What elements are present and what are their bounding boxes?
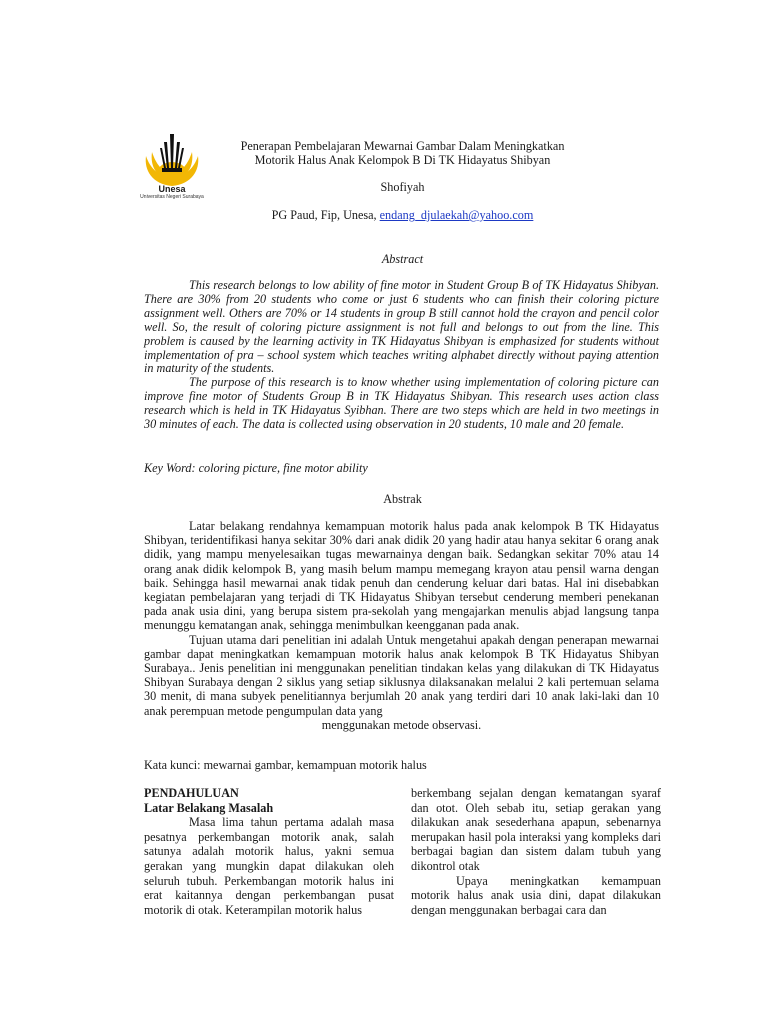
abstract-en-paragraph: This research belongs to low ability of fine motor in Student Group B of TK Hidayatus Shibyan. There are 30% from 20 students who come or just 6 students who can finish their coloring picture assignment well. Others are 70% or 14 students in group B still cannot hold the crayon and pencil color well. So, the result of coloring picture assignment is not full and belongs to out from the line. This problem is caused by the learning activity in TK Hidayatus Shibyan is emphasized for students without implementation of pra – school system which teaches writing alphabet directly without paying attention in maturity of the students. — [144, 278, 659, 376]
body-paragraph: berkembang sejalan dengan kematangan syaraf dan otot. Oleh sebab itu, setiap gerakan yang dilakukan anak sesederhana apapun, sebenarnya merupakan hasil pola interaksi yang kompleks dari berbagai bagian dan sistem dalam tubuh yang dikontrol otak — [411, 786, 661, 873]
abstract-en — [144, 279, 659, 432]
affiliation-text: PG Paud, Fip, Unesa, — [271, 208, 380, 222]
body-paragraph: Upaya meningkatkan kemampuan motorik halus anak usia dini, dapat dilakukan dengan menggunakan berbagai cara dan — [411, 873, 661, 917]
abstract-heading: Abstract — [381, 252, 424, 266]
abstract-id-paragraph: Latar belakang rendahnya kemampuan motorik halus pada anak kelompok B TK Hidayatus Shibyan, teridentifikasi hanya sekitar 30% dari anak didik 20 yang hadir atau hanya sekitar 6 orang anak didik, yang mampu menyelesaikan tugas mewarnainya dengan baik. Sedangkan sekitar 70% atau 14 orang anak didik kelompok B, yang masih belum mampu memegang krayon atau pensil warna dengan baik. Sehingga hasil mewarnai anak tidak penuh dan cenderung keluar dari batas. Hal ini disebabkan kegiatan pembelajaran yang terjadi di TK Hidayatus Shibyan tersebut cenderung memberi penekanan pada anak usia dini, yang berupa sistem pra-sekolah yang mengajarkan menulis abjad langsung tanpa menunggu kematangan anak, sehingga menimbulkan keengganan pada anak. — [144, 519, 659, 633]
abstract-en-paragraph: The purpose of this research is to know whether using implementation of coloring picture can improve fine motor of Students Group B in TK Hidayatus Shibyan. This research uses action class research which is held in TK Hidayatus Syibhan. There are two steps which are held in two meetings in 30 minutes of each. The data is collected using observation in 20 students, 10 male and 20 female. — [144, 375, 659, 432]
paper-title-line1: Penerapan Pembelajaran Mewarnai Gambar Dalam Meningkatkan — [240, 139, 565, 153]
abstrak-heading: Abstrak — [383, 492, 422, 506]
paper-title-line2: Motorik Halus Anak Kelompok B Di TK Hidayatus Shibyan — [254, 153, 551, 167]
abstract-id-last-line: menggunakan metode observasi. — [321, 717, 482, 732]
subsection-heading: Latar Belakang Masalah — [144, 800, 274, 815]
affiliation — [140, 208, 665, 223]
logo-caption: Universitas Negeri Surabaya — [140, 194, 204, 200]
abstract-id-paragraph: Tujuan utama dari penelitian ini adalah Untuk mengetahui apakah dengan penerapan mewarnai gambar dapat meningkatkan kemampuan motorik halus anak kelompok B TK Hidayatus Shibyan Surabaya.. Jenis penelitian ini menggunakan penelitian tindakan kelas yang dilakukan di TK Hidayatus Shibyan Surabaya dengan 2 siklus yang setiap siklusnya dilaksanakan melalui 2 kali pertemuan selama 30 menit, di mana subyek penelitiannya berjumlah 20 anak yang terdiri dari 10 anak laki-laki dan 10 anak perempuan metode pengumpulan data yang — [144, 632, 659, 718]
author-name: Shofiyah — [380, 180, 425, 194]
keywords-en: Key Word: coloring picture, fine motor ability — [144, 461, 368, 475]
keywords-id: Kata kunci: mewarnai gambar, kemampuan motorik halus — [144, 758, 427, 772]
section-heading: PENDAHULUAN — [144, 786, 239, 800]
email-link[interactable]: endang_djulaekah@yahoo.com — [379, 208, 534, 222]
body-column-left — [144, 786, 394, 917]
abstract-id — [144, 519, 659, 732]
logo-wordmark: Unesa — [158, 184, 186, 194]
body-paragraph: Masa lima tahun pertama adalah masa pesatnya perkembangan motorik anak, salah satunya adalah motorik halus, yakni semua gerakan yang mungkin dapat dilakukan oleh seluruh tubuh. Perkembangan motorik halus ini erat kaitannya dengan perkembangan pusat motorik di otak. Keterampilan motorik halus — [144, 815, 394, 917]
body-column-right — [411, 786, 661, 917]
